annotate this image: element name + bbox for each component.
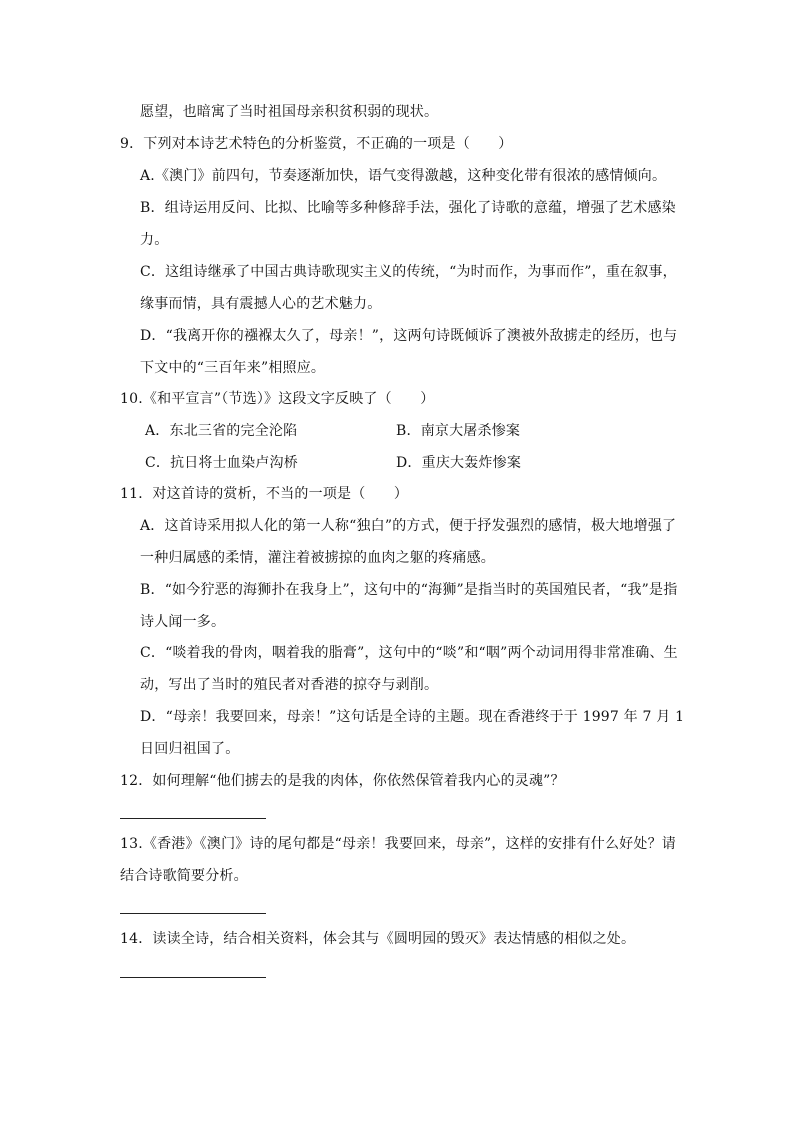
- question-9-option-d-line1: D．“我离开你的襁褓太久了，母亲！”，这两句诗既倾诉了澳被外敌掳走的经历，也与: [140, 328, 678, 344]
- question-11-option-c-line1: C．“啖着我的骨肉，咽着我的脂膏”，这句中的“啖”和“咽”两个动词用得非常准确、生: [140, 645, 678, 661]
- question-11-stem: 11．对这首诗的赏析，不当的一项是（ ）: [120, 486, 409, 502]
- question-13-stem-line2: 结合诗歌简要分析。: [120, 868, 248, 884]
- question-10-option-a: A．东北三省的完全沦陷: [145, 423, 298, 439]
- question-11-option-d-line1: D．“母亲！我要回来，母亲！”这句话是全诗的主题。现在香港终于于 1997 年 7 月 1: [140, 709, 685, 725]
- question-11-option-b-line2: 诗人闻一多。: [140, 614, 226, 630]
- question-10-option-c: C．抗日将士血染卢沟桥: [145, 455, 298, 471]
- question-9-stem: 9．下列对本诗艺术特色的分析鉴赏，不正确的一项是（ ）: [120, 136, 513, 152]
- answer-blank-q12: [120, 818, 266, 819]
- question-13-stem-line1: 13.《香港》《澳门》诗的尾句都是“母亲！我要回来，母亲”，这样的安排有什么好处？请: [120, 836, 676, 852]
- question-10-option-d: D．重庆大轰炸惨案: [396, 455, 522, 471]
- question-11-option-d-line2: 日回归祖国了。: [140, 741, 240, 757]
- question-9-option-c-line2: 缘事而情，具有震撼人心的艺术魅力。: [140, 296, 382, 312]
- question-11-option-a-line1: A．这首诗采用拟人化的第一人称“独白”的方式，便于抒发强烈的感情，极大地增强了: [140, 518, 677, 534]
- question-9-option-b-line1: B．组诗运用反问、比拟、比喻等多种修辞手法，强化了诗歌的意蕴，增强了艺术感染: [140, 200, 676, 216]
- question-12-stem: 12．如何理解“他们掳去的是我的肉体，你依然保管着我内心的灵魂”？: [120, 773, 565, 789]
- question-11-option-b-line1: B．“如今狞恶的海狮扑在我身上”，这句中的“海狮”是指当时的英国殖民者，“我”是指: [140, 582, 678, 598]
- question-10-option-b: B．南京大屠杀惨案: [396, 423, 521, 439]
- question-9-option-b-line2: 力。: [140, 232, 169, 248]
- question-14-stem: 14．读读全诗，结合相关资料，体会其与《圆明园的毁灭》表达情感的相似之处。: [120, 931, 636, 947]
- question-9-option-a: A.《澳门》前四句，节奏逐渐加快，语气变得激越，这种变化带有很浓的感情倾向。: [140, 168, 667, 184]
- answer-blank-q13: [120, 913, 266, 914]
- question-10-stem: 10.《和平宣言”（节选）》这段文字反映了（ ）: [120, 391, 435, 407]
- answer-blank-q14: [120, 977, 266, 978]
- text-line-continuation: 愿望，也暗寓了当时祖国母亲积贫积弱的现状。: [140, 104, 439, 120]
- question-9-option-d-line2: 下文中的“三百年来”相照应。: [140, 360, 326, 376]
- question-11-option-c-line2: 动，写出了当时的殖民者对香港的掠夺与剥削。: [140, 677, 439, 693]
- question-11-option-a-line2: 一种归属感的柔情，灌注着被掳掠的血肉之躯的疼痛感。: [140, 550, 495, 566]
- question-9-option-c-line1: C．这组诗继承了中国古典诗歌现实主义的传统，“为时而作，为事而作”，重在叙事，: [140, 264, 677, 280]
